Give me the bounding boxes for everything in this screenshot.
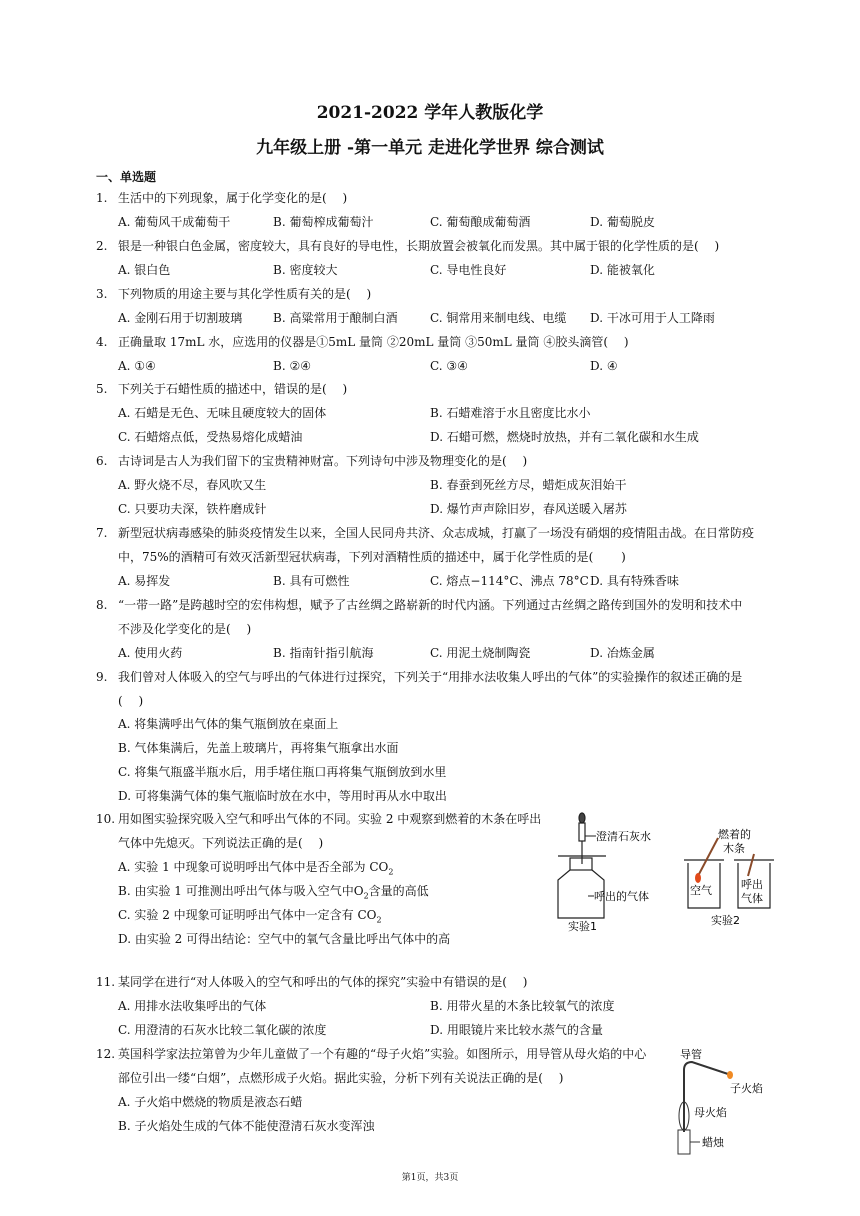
q9-option-a: A. 将集满呼出气体的集气瓶倒放在桌面上 — [118, 717, 339, 731]
q3-option-d: D. 干冰可用于人工降雨 — [590, 311, 715, 325]
mother-flame-label: 母火焰 — [694, 1106, 727, 1119]
child-flame-icon — [727, 1071, 733, 1079]
q6-option-a: A. 野火烧不尽，春风吹又生 — [118, 478, 267, 492]
question-12: 12. 英国科学家法拉第曾为少年儿童做了一个有趣的“母子火焰”实验。如图所示，用导管从母火焰的中心 — [96, 1047, 647, 1061]
q1-option-a: A. 葡萄风干成葡萄干 — [118, 215, 231, 229]
q10-option-a: A. 实验 1 中现象可说明呼出气体中是否全部为 $CO_2$ — [118, 860, 394, 877]
q8-option-c: C. 用泥土烧制陶瓷 — [430, 646, 531, 660]
question-8: 8. “一带一路”是跨越时空的宏伟构想，赋予了古丝绸之路崭新的时代内涵。下列通过古丝绸之路传到国外的发明和技术中 — [96, 598, 743, 612]
q6-option-d: D. 爆竹声声除旧岁，春风送暖入屠苏 — [430, 502, 627, 516]
candle-label: 蜡烛 — [702, 1136, 724, 1149]
q3-option-b: B. 高粱常用于酿制白酒 — [273, 311, 398, 325]
burning-label-1: 燃着的 — [718, 828, 751, 841]
page-footer: 第1页，共3页 — [401, 1173, 459, 1183]
question-10-line-2: 气体中先熄灭。下列说法正确的是( ) — [118, 836, 324, 850]
q8-option-d: D. 冶炼金属 — [590, 646, 655, 660]
q5-option-b: B. 石蜡难溶于水且密度比水小 — [430, 406, 591, 420]
q11-option-c: C. 用澄清的石灰水比较二氧化碳的浓度 — [118, 1023, 327, 1037]
question-5: 5. 下列关于石蜡性质的描述中，错误的是( ) — [96, 382, 348, 396]
title-line-2: 九年级上册 -第一单元 走进化学世界 综合测试 — [256, 138, 604, 158]
q3-option-a: A. 金刚石用于切割玻璃 — [118, 311, 243, 325]
gas-bottle-air — [684, 838, 724, 908]
q5-option-d: D. 石蜡可燃，燃烧时放热，并有二氧化碳和水生成 — [430, 430, 699, 444]
q4-option-d: D. ④ — [590, 359, 618, 373]
q3-option-c: C. 铜常用来制电线、电缆 — [430, 311, 567, 325]
q1-option-c: C. 葡萄酿成葡萄酒 — [430, 215, 531, 229]
q10-option-c: C. 实验 2 中现象可证明呼出气体中一定含有 $CO_2$ — [118, 908, 382, 925]
question-1: 1. 生活中的下列现象，属于化学变化的是( ) — [96, 191, 348, 205]
q5-option-c: C. 石蜡熔点低，受热易熔化成蜡油 — [118, 430, 303, 444]
question-7: 7. 新型冠状病毒感染的肺炎疫情发生以来，全国人民同舟共济、众志成城，打赢了一场没有硝烟的疫情阻击战。在日常防疫 — [96, 526, 755, 540]
q7-option-d: D. 具有特殊香味 — [590, 574, 679, 588]
q7-option-a: A. 易挥发 — [118, 574, 171, 588]
section-heading: 一、单选题 — [96, 170, 157, 184]
question-6: 6. 古诗词是古人为我们留下的宝贵精神财富。下列诗句中涉及物理变化的是( ) — [96, 454, 528, 468]
question-3: 3. 下列物质的用途主要与其化学性质有关的是( ) — [96, 287, 372, 301]
q4-option-a: A. ①④ — [118, 359, 156, 373]
q10-option-b: B. 由实验 1 可推测出呼出气体与吸入空气中$O_2$含量的高低 — [118, 884, 429, 901]
q12-option-a: A. 子火焰中燃烧的物质是液态石蜡 — [118, 1095, 303, 1109]
exp2-label: 实验2 — [711, 914, 740, 927]
q11-option-a: A. 用排水法收集呼出的气体 — [118, 999, 267, 1013]
q4-option-b: B. ②④ — [273, 359, 311, 373]
q11-option-b: B. 用带火星的木条比较氧气的浓度 — [430, 999, 615, 1013]
question-7-line-2: 中，75%的酒精可有效灭活新型冠状病毒，下列对酒精性质的描述中，属于化学性质的是( ) — [118, 550, 626, 564]
question-4: 4. 正确量取 17mL 水，应选用的仪器是①5mL 量筒 ②20mL 量筒 ③50mL 量筒 ④胶头滴管( ) — [96, 335, 629, 349]
exhaled-label: 呼出的气体 — [594, 890, 649, 903]
q9-option-c: C. 将集气瓶盛半瓶水后，用手堵住瓶口再将集气瓶倒放到水里 — [118, 765, 447, 779]
q12-candle-figure — [660, 1044, 780, 1156]
q2-option-b: B. 密度较大 — [273, 263, 338, 277]
q9-option-d: D. 可将集满气体的集气瓶临时放在水中，等用时再从水中取出 — [118, 789, 447, 803]
child-flame-label: 子火焰 — [730, 1082, 763, 1095]
q12-option-b: B. 子火焰处生成的气体不能使澄清石灰水变浑浊 — [118, 1119, 375, 1133]
limewater-label: 澄清石灰水 — [596, 830, 651, 843]
question-2: 2. 银是一种银白色金属，密度较大，具有良好的导电性，长期放置会被氧化而发黑。其中属于银的化学性质的是( ) — [96, 239, 720, 253]
q2-option-c: C. 导电性良好 — [430, 263, 507, 277]
flame-icon — [695, 873, 701, 883]
exhaled2-label-b: 气体 — [741, 892, 763, 905]
tube-icon — [684, 1062, 728, 1132]
q7-option-b: B. 具有可燃性 — [273, 574, 350, 588]
q10-option-d: D. 由实验 2 可得出结论：空气中的氧气含量比呼出气体中的高 — [118, 932, 451, 946]
q11-option-d: D. 用眼镜片来比较水蒸气的含量 — [430, 1023, 603, 1037]
q2-option-a: A. 银白色 — [118, 263, 171, 277]
q7-option-c: C. 熔点−114°C、沸点 78°C — [430, 574, 589, 588]
burning-label-2: 木条 — [723, 842, 745, 855]
question-12-line-2: 部位引出一缕“白烟”，点燃形成子火焰。据此实验，分析下列有关说法正确的是( ) — [118, 1071, 564, 1085]
gas-bottle-1 — [558, 856, 606, 918]
tube-label: 导管 — [680, 1048, 702, 1061]
exp1-label: 实验1 — [568, 920, 597, 933]
question-8-line-2: 不涉及化学变化的是( ) — [118, 622, 252, 636]
question-10: 10. 用如图实验探究吸入空气和呼出气体的不同。实验 2 中观察到燃着的木条在呼出 — [96, 812, 542, 826]
title-line-1: 2021-2022 学年人教版化学 — [316, 103, 544, 123]
q1-option-b: B. 葡萄榨成葡萄汁 — [273, 215, 374, 229]
q10-experiment-figure — [548, 808, 798, 933]
question-9-line-2: ( ) — [118, 694, 144, 708]
q8-option-a: A. 使用火药 — [118, 646, 183, 660]
candle-icon — [678, 1130, 690, 1154]
q4-option-c: C. ③④ — [430, 359, 468, 373]
q1-option-d: D. 葡萄脱皮 — [590, 215, 655, 229]
q9-option-b: B. 气体集满后，先盖上玻璃片，再将集气瓶拿出水面 — [118, 741, 399, 755]
q2-option-d: D. 能被氧化 — [590, 263, 655, 277]
exhaled2-label-a: 呼出 — [741, 878, 763, 891]
question-9: 9. 我们曾对人体吸入的空气与呼出的气体进行过探究，下列关于“用排水法收集人呼出的气体”的实验操作的叙述正确的是 — [96, 670, 743, 684]
air-label: 空气 — [690, 884, 712, 897]
q6-option-c: C. 只要功夫深，铁杵磨成针 — [118, 502, 267, 516]
q8-option-b: B. 指南针指引航海 — [273, 646, 374, 660]
q6-option-b: B. 春蚕到死丝方尽，蜡炬成灰泪始干 — [430, 478, 627, 492]
q5-option-a: A. 石蜡是无色、无味且硬度较大的固体 — [118, 406, 327, 420]
question-11: 11. 某同学在进行“对人体吸入的空气和呼出的气体的探究”实验中有错误的是( ) — [96, 975, 528, 989]
